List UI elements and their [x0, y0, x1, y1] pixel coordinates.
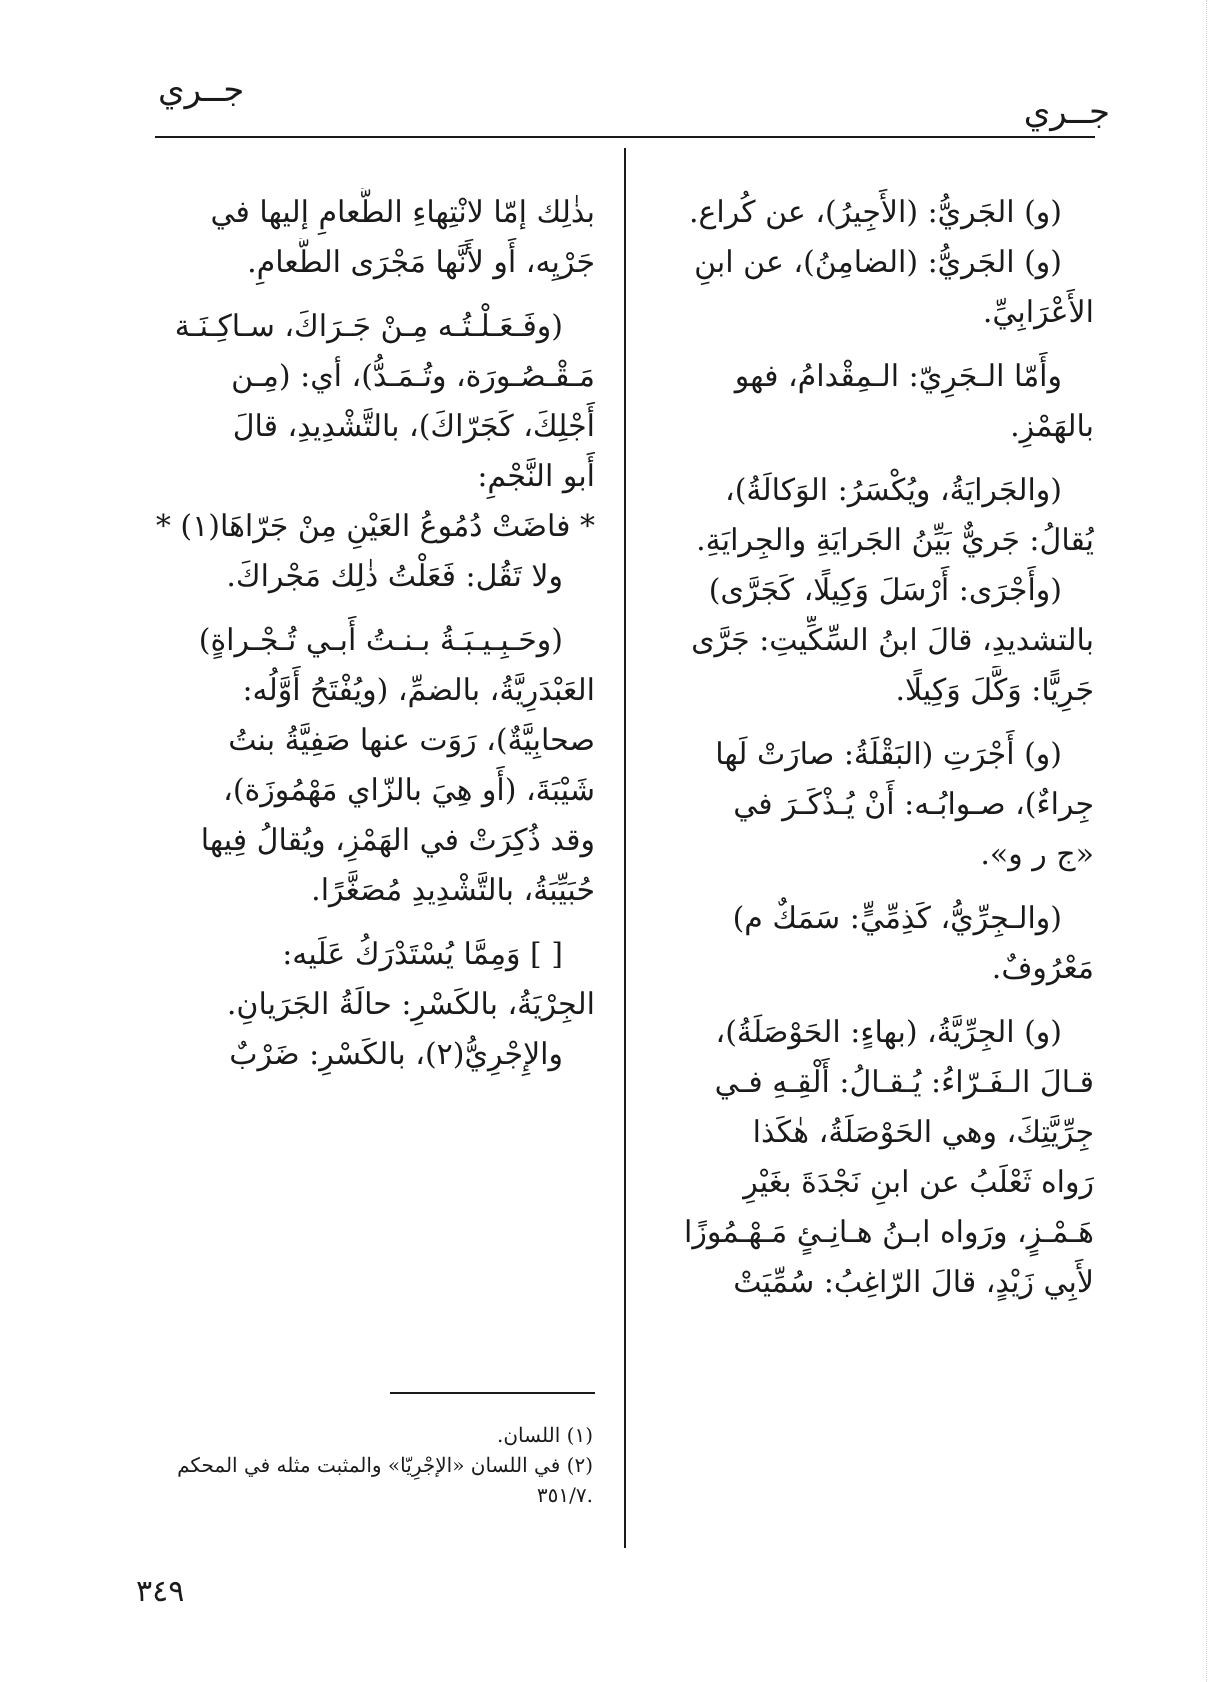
- paragraph-gap: [155, 916, 595, 930]
- text-line: (وحَـبِـيـبَـةُ بـنـتُ أَبـي تُـجْـراةٍ): [198, 623, 563, 658]
- text-line: أَجْلِكَ، كَجَرّاكَ)، بالتَّشْدِيدِ، قالَ: [232, 409, 595, 444]
- paragraph-gap: [654, 716, 1094, 730]
- text-line: بالهَمْزِ.: [1010, 409, 1094, 444]
- left-column: [155, 188, 595, 1080]
- footnote-line: (١) اللسان.: [497, 1423, 593, 1447]
- text-line: (والجَرايَةُ، ويُكْسَرُ: الوَكالَةُ)،: [725, 473, 1062, 508]
- text-line: قـالَ الـفَـرّاءُ: يُـقـالُ: أَلْقِـهِ فـي: [714, 1065, 1094, 1100]
- text-line: لأَبِي زَيْدٍ، قالَ الرّاغِبُ: سُمِّيَتْ: [733, 1265, 1094, 1300]
- text-line: (والـجِرِّيُّ، كَذِمِّيٍّ: سَمَكٌ م): [732, 901, 1062, 936]
- text-line: (و) أَجْرَتِ (البَقْلَةُ: صارَتْ لَها: [715, 737, 1062, 772]
- text-line: جِراءٌ)، صـوابُـه: أَنْ يُـذْكَـرَ في: [733, 787, 1094, 822]
- page-number: ٣٤٩: [136, 1574, 185, 1609]
- text-line: الأَعْرَابِيِّ.: [982, 295, 1094, 330]
- text-line: مَـقْـصُـورَة، وتُـمَـدُّ)، أي: (مِـن: [231, 359, 595, 394]
- text-line: بذٰلِك إمّا لانْتِهاءِ الطَّعامِ إليها في: [210, 195, 595, 230]
- running-header-left: جــري: [158, 70, 245, 110]
- text-line: [ ] وَمِمَّا يُسْتَدْرَكُ عَلَيه:: [282, 937, 563, 972]
- text-line: هَـمْـزٍ، ورَواه ابـنُ هـانِـئٍ مَـهْـمُوزًا: [684, 1215, 1094, 1250]
- text-line: (وأَجْرَى: أَرْسَلَ وَكِيلًا، كَجَرَّى): [708, 573, 1062, 608]
- paragraph-gap: [155, 288, 595, 302]
- footnote-line: (٢) في اللسان «الإجْرِيّا» والمثبت مثله في المحكم: [177, 1453, 593, 1477]
- text-line: الجِرْيَةُ، بالكَسْرِ: حالَةُ الجَرَيانِ.: [226, 987, 595, 1022]
- text-line: جَرْيِه، أَو لأَنَّها مَجْرَى الطَّعامِ.: [247, 245, 595, 280]
- text-line: ولا تَقُل: فَعَلْتُ ذٰلِك مَجْراكَ.: [226, 559, 563, 594]
- text-line: (و) الجَريُّ: (الضامِنُ)، عن ابنِ: [694, 245, 1062, 280]
- footnote-line: .٣٥١/٧: [536, 1483, 593, 1507]
- text-line: شَيْبَةَ، (أَو هِيَ بالزّاي مَهْمُوزَة)،: [223, 773, 595, 808]
- text-line: (وفَـعَـلْـتُـه مِـنْ جَـرَاكَ، سـاكِـنَـة: [174, 309, 563, 344]
- paragraph-gap: [654, 452, 1094, 466]
- text-line: (و) الجِرِّيَّةُ، (بهاءٍ: الحَوْصَلَةُ)،: [715, 1015, 1062, 1050]
- column-divider: [624, 148, 626, 1548]
- page-edge-mark: [1205, 0, 1207, 1682]
- text-line: رَواه ثَعْلَبُ عن ابنِ نَجْدَةَ بغَيْرِ: [743, 1165, 1094, 1200]
- text-line: وأَمّا الـجَرِيّ: الـمِقْدامُ، فهو: [734, 359, 1062, 394]
- text-line: حُبَيِّبَةُ، بالتَّشْدِيدِ مُصَغَّرًا.: [311, 873, 595, 908]
- text-line: والإِجْرِيُّ(٢)، بالكَسْرِ: ضَرْبٌ: [229, 1037, 563, 1072]
- text-line: «ج ر و».: [980, 837, 1094, 872]
- text-line: جَرِيًّا: وَكَّلَ وَكِيلًا.: [895, 673, 1094, 708]
- text-line: وقد ذُكِرَتْ في الهَمْزِ، ويُقالُ فِيها: [200, 823, 595, 858]
- text-line: مَعْرُوفٌ.: [991, 951, 1094, 986]
- footnote-rule: [390, 1392, 595, 1394]
- text-line: (و) الجَريُّ: (الأَجِيرُ)، عن كُراع.: [688, 195, 1062, 230]
- text-line: أَبو النَّجْمِ:: [477, 459, 595, 494]
- text-line: العَبْدَرِيَّةُ، بالضمِّ، (ويُفْتَحُ أَوَّلُه:: [242, 673, 595, 708]
- running-header-right: جــري: [1023, 92, 1110, 132]
- text-line: بالتشديدِ، قالَ ابنُ السِّكِّيتِ: جَرَّى: [691, 623, 1094, 658]
- paragraph-gap: [155, 602, 595, 616]
- text-line: جِرِّيَّتِكَ، وهي الحَوْصَلَةُ، هٰكَذا: [752, 1115, 1094, 1150]
- text-line: * فاضَتْ دُمُوعُ العَيْنِ مِنْ جَرّاهَا(١) *: [155, 509, 595, 544]
- right-column: [654, 188, 1094, 1308]
- paragraph-gap: [654, 994, 1094, 1008]
- paragraph-gap: [654, 880, 1094, 894]
- text-line: يُقالُ: جَريٌّ بَيِّنُ الجَرايَةِ والجِرايَةِ.: [696, 523, 1094, 558]
- paragraph-gap: [654, 338, 1094, 352]
- text-line: صحابِيَّةٌ)، رَوَت عنها صَفِيَّةُ بنتُ: [228, 723, 595, 758]
- footnotes: [153, 1420, 593, 1510]
- header-rule: [155, 136, 1095, 138]
